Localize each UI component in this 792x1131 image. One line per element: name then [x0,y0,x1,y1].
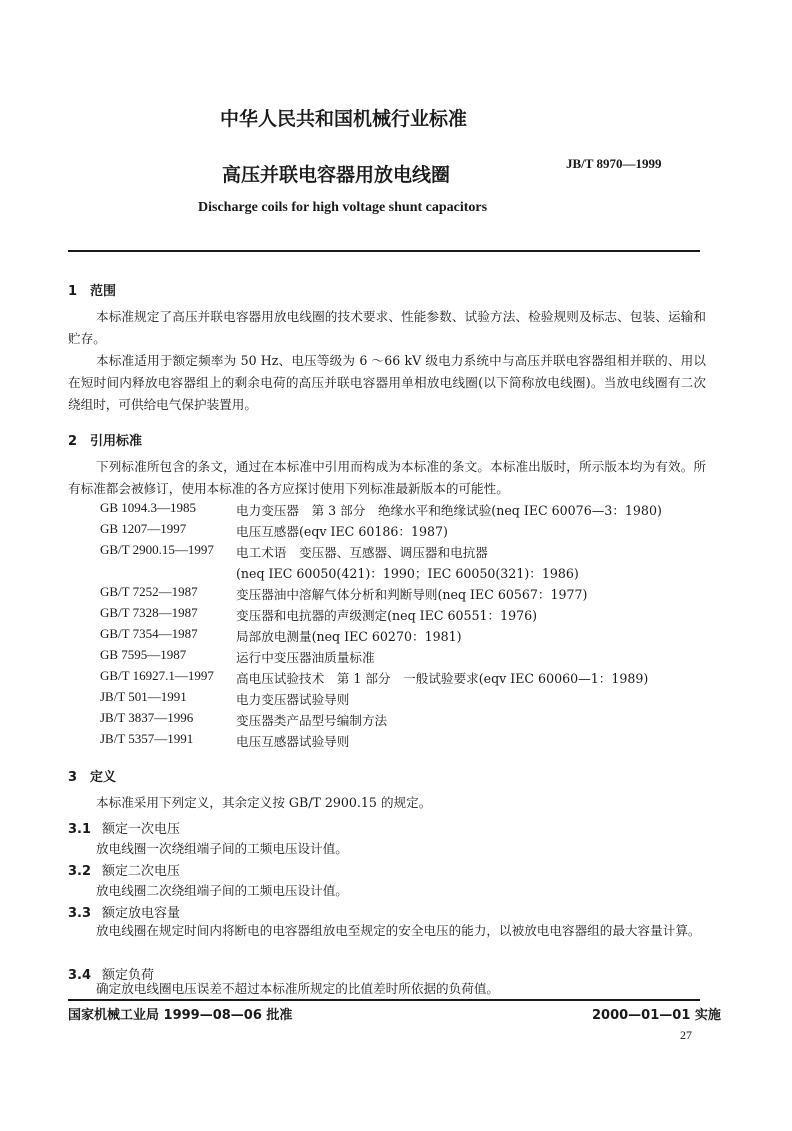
reference-title: 电力变压器试验导则 [236,692,350,707]
section-number: 1 [68,284,78,299]
section-number: 2 [68,434,78,449]
approval-date: 国家机械工业局 1999—08—06 批准 [68,1008,293,1023]
reference-code: GB/T 16927.1—1997 [100,668,214,683]
section-title: 引用标准 [90,434,143,449]
reference-title: 电工术语 变压器、互感器、调压器和电抗器 [236,545,488,560]
clause-number: 3.3 [68,906,92,921]
definition-3-4-text: 确定放电线圈电压误差不超过本标准所规定的比值差时所依据的负荷值。 [96,981,499,996]
reference-title: 变压器类产品型号编制方法 [236,713,388,728]
definition-term: 额定放电容量 [102,906,181,921]
section-1-paragraph-1: 本标准规定了高压并联电容器用放电线圈的技术要求、性能参数、试验方法、检验规则及标志、包装、运输和贮存。 [68,309,706,346]
definition-term: 额定负荷 [102,968,155,983]
header-divider [68,250,700,252]
section-2-intro: 下列标准所包含的条文，通过在本标准中引用而构成为本标准的条文。本标准出版时，所示版本均为有效。所有标准都会被修订，使用本标准的各方应探讨使用下列标准最新版本的可能性。 [68,459,706,496]
section-number: 3 [68,770,78,785]
reference-title: 运行中变压器油质量标准 [236,650,375,665]
reference-code: GB/T 7354—1987 [100,626,198,641]
section-2-heading [68,430,142,449]
section-3-heading [68,766,116,785]
section-1-heading [68,280,116,299]
definition-3-3-heading [68,902,180,921]
document-title-en: Discharge coils for high voltage shunt capacitors [198,200,488,215]
reference-code: GB 7595—1987 [100,647,187,662]
reference-title: 电压互感器试验导则 [236,734,350,749]
clause-number: 3.1 [68,822,92,837]
page-number: 27 [680,1028,692,1042]
footer-divider [68,999,700,1001]
reference-title: 变压器和电抗器的声级测定(neq IEC 60551：1976) [236,608,538,623]
definition-term: 额定二次电压 [102,864,181,879]
definition-3-2-heading [68,860,180,879]
reference-code: GB 1207—1997 [100,521,187,536]
definition-term: 额定一次电压 [102,822,181,837]
section-title: 定义 [90,770,117,785]
definition-3-3-text: 放电线圈在规定时间内将断电的电容器组放电至规定的安全电压的能力，以被放电电容器组的最大容量计算。 [96,923,701,938]
document-title-cn: 高压并联电容器用放电线圈 [222,164,451,186]
reference-code: JB/T 3837—1996 [100,710,194,725]
reference-code: GB/T 7328—1987 [100,605,198,620]
definition-3-1-heading [68,818,180,837]
reference-title: 变压器油中溶解气体分析和判断导则(neq IEC 60567：1977) [236,587,588,602]
section-title: 范围 [90,284,117,299]
reference-title: 电压互感器(eqv IEC 60186：1987) [236,524,448,539]
issuing-body: 中华人民共和国机械行业标准 [220,108,468,130]
reference-code: JB/T 5357—1991 [100,731,194,746]
standard-number: JB/T 8970—1999 [566,156,662,171]
reference-title: 局部放电测量(neq IEC 60270：1981) [236,629,462,644]
section-3-intro: 本标准采用下列定义，其余定义按 GB/T 2900.15 的规定。 [96,795,432,810]
section-1-paragraph-2: 本标准适用于额定频率为 50 Hz、电压等级为 6 ～66 kV 级电力系统中与高压并联电容器组相并联的、用以在短时间内释放电容器组上的剩余电荷的高压并联电容器用单相放电线圈(以下简称放电线圈)。当放电线圈有二次绕组时，可供给电气保护装置用。 [68,353,706,412]
reference-code: JB/T 501—1991 [100,689,187,704]
implementation-date: 2000—01—01 实施 [592,1008,721,1023]
reference-title-continuation: (neq IEC 60050(421)：1990；IEC 60050(321)：1986) [236,566,579,581]
reference-title: 高电压试验技术 第 1 部分 一般试验要求(eqv IEC 60060—1：1989) [236,671,649,686]
reference-title: 电力变压器 第 3 部分 绝缘水平和绝缘试验(neq IEC 60076—3：1980) [236,503,662,518]
reference-code: GB/T 2900.15—1997 [100,542,214,557]
clause-number: 3.2 [68,864,92,879]
definition-3-1-text: 放电线圈一次绕组端子间的工频电压设计值。 [96,841,348,856]
reference-code: GB 1094.3—1985 [100,500,197,515]
definition-3-2-text: 放电线圈二次绕组端子间的工频电压设计值。 [96,883,348,898]
reference-code: GB/T 7252—1987 [100,584,198,599]
clause-number: 3.4 [68,968,92,983]
